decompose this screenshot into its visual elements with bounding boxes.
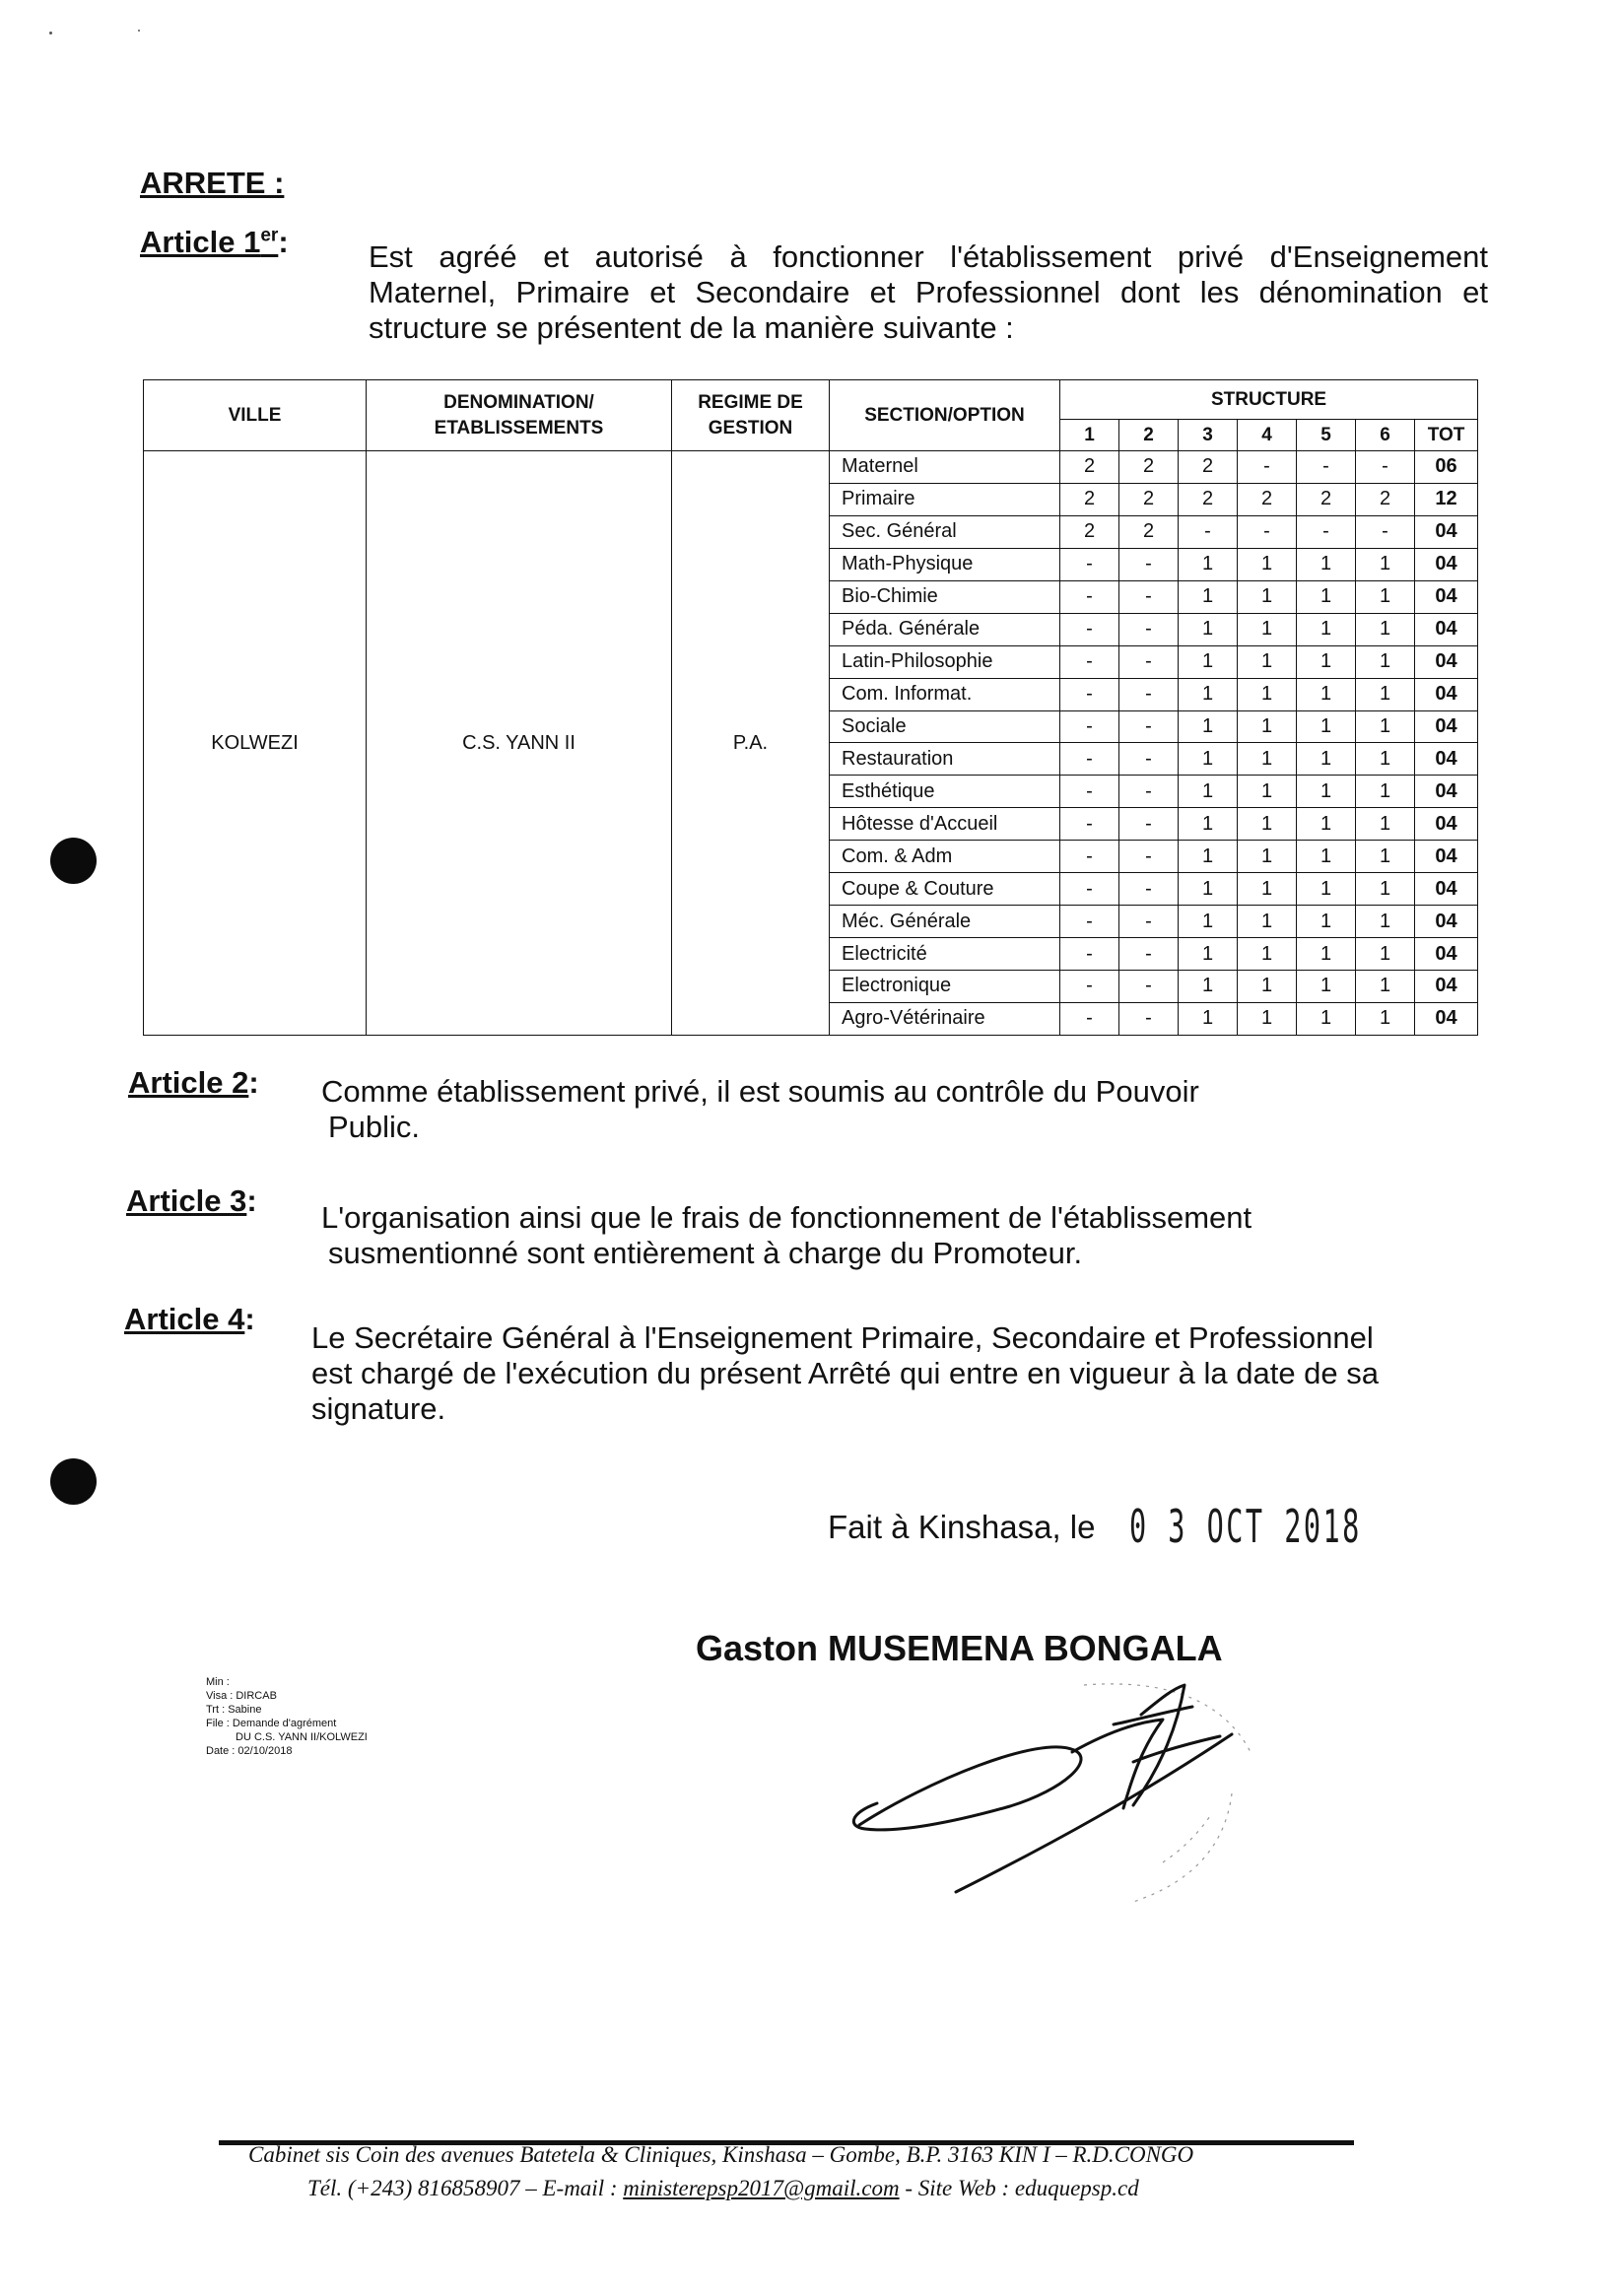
total-cell: 04 [1415,613,1478,645]
header-col: 6 [1356,420,1415,451]
structure-value-cell: 2 [1297,483,1356,515]
structure-value-cell: - [1179,515,1238,548]
structure-value-cell: 1 [1179,841,1238,873]
structure-value-cell: - [1060,645,1119,678]
structure-value-cell: - [1060,938,1119,971]
total-cell: 04 [1415,515,1478,548]
structure-value-cell: 1 [1238,743,1297,776]
structure-value-cell: 1 [1238,1002,1297,1035]
article-1-line: Est agréé et autorisé à fonctionner l'établissement privé d'Enseignement [369,239,1488,274]
header-denomination [367,380,672,451]
section-option-cell: Esthétique [830,776,1060,808]
footer-email-link[interactable]: ministerepsp2017@gmail.com [623,2176,900,2200]
structure-value-cell: 1 [1356,678,1415,710]
structure-value-cell: 2 [1060,451,1119,484]
structure-value-cell: - [1060,776,1119,808]
total-cell: 04 [1415,971,1478,1003]
structure-value-cell: 1 [1297,548,1356,580]
routing-note [206,1675,368,1758]
footer-address: Cabinet sis Coin des avenues Batetela & Cliniques, Kinshasa – Gombe, B.P. 3163 KIN I – R.D.CONGO [248,2142,1194,2167]
structure-value-cell: 1 [1238,710,1297,743]
header-section: SECTION/OPTION [830,380,1060,451]
article-1-line: Maternel, Primaire et Secondaire et Professionnel dont les dénomination et [369,275,1488,309]
article-3-colon: : [246,1183,257,1218]
structure-value-cell: - [1060,808,1119,841]
structure-value-cell: 2 [1060,515,1119,548]
structure-value-cell: 1 [1238,938,1297,971]
section-option-cell: Maternel [830,451,1060,484]
structure-value-cell: 1 [1238,776,1297,808]
section-option-cell: Sec. Général [830,515,1060,548]
structure-value-cell: 2 [1119,483,1179,515]
total-cell: 04 [1415,645,1478,678]
structure-value-cell: 1 [1179,710,1238,743]
structure-value-cell: 1 [1179,645,1238,678]
structure-value-cell: 1 [1356,873,1415,906]
section-option-cell: Electricité [830,938,1060,971]
article-3-label [126,1183,257,1219]
article-4-label [124,1302,255,1337]
structure-value-cell: - [1119,743,1179,776]
section-option-cell: Hôtesse d'Accueil [830,808,1060,841]
structure-value-cell: - [1119,971,1179,1003]
article-1-superscript: er [260,225,279,246]
structure-value-cell: - [1238,515,1297,548]
structure-value-cell: 1 [1356,645,1415,678]
scan-speck [138,30,140,32]
total-cell: 04 [1415,841,1478,873]
structure-value-cell: - [1060,548,1119,580]
section-option-cell: Sociale [830,710,1060,743]
structure-value-cell: - [1119,808,1179,841]
binder-hole-lower [50,1458,97,1505]
structure-value-cell: 2 [1179,451,1238,484]
section-option-cell: Primaire [830,483,1060,515]
article-1-line: structure se présentent de la manière suivante : [369,310,1014,345]
structure-value-cell: 1 [1297,776,1356,808]
article-4-colon: : [244,1302,255,1336]
header-col: 5 [1297,420,1356,451]
structure-value-cell: 1 [1356,776,1415,808]
article-3-label-text: Article 3 [126,1183,247,1218]
header-regime-line2: GESTION [708,417,793,439]
header-col-tot: TOT [1415,420,1478,451]
structure-value-cell: 1 [1297,710,1356,743]
article-3-line: susmentionné sont entièrement à charge du Promoteur. [328,1236,1083,1270]
routing-note-line: Date : 02/10/2018 [206,1745,293,1757]
routing-note-line: DU C.S. YANN II/KOLWEZI [236,1731,368,1743]
table-row [144,451,1478,484]
section-option-cell: Math-Physique [830,548,1060,580]
structure-value-cell: 2 [1238,483,1297,515]
routing-note-line: Trt : Sabine [206,1704,262,1716]
header-denomination-line2: ETABLISSEMENTS [434,417,604,439]
structure-value-cell: 1 [1179,873,1238,906]
header-col: 4 [1238,420,1297,451]
structure-table [143,379,1478,1036]
decision-heading: ARRETE : [140,166,285,200]
article-2-label-text: Article 2 [128,1065,249,1100]
article-4-line: Le Secrétaire Général à l'Enseignement Primaire, Secondaire et Professionnel [311,1320,1374,1355]
structure-value-cell: 1 [1297,808,1356,841]
article-1-colon: : [278,225,289,259]
structure-value-cell: 1 [1179,808,1238,841]
structure-value-cell: 2 [1119,515,1179,548]
header-ville: VILLE [144,380,367,451]
structure-value-cell: 2 [1060,483,1119,515]
structure-value-cell: 1 [1297,645,1356,678]
article-4-line: est chargé de l'exécution du présent Arrêté qui entre en vigueur à la date de sa [311,1356,1380,1390]
section-option-cell: Com. Informat. [830,678,1060,710]
header-col: 2 [1119,420,1179,451]
structure-value-cell: 1 [1356,808,1415,841]
header-regime [672,380,830,451]
structure-value-cell: 1 [1297,971,1356,1003]
regime-cell: P.A. [672,451,830,1036]
article-2-line: Comme établissement privé, il est soumis au contrôle du Pouvoir [321,1074,1199,1109]
ville-cell: KOLWEZI [144,451,367,1036]
structure-value-cell: 1 [1179,743,1238,776]
structure-value-cell: - [1119,678,1179,710]
structure-value-cell: 1 [1297,841,1356,873]
structure-value-cell: - [1119,1002,1179,1035]
header-col: 1 [1060,420,1119,451]
structure-value-cell: - [1119,906,1179,938]
date-stamp: 0 3 OCT 2018 [1129,1500,1362,1553]
structure-value-cell: - [1119,645,1179,678]
structure-value-cell: 1 [1297,873,1356,906]
structure-value-cell: 1 [1238,971,1297,1003]
routing-note-line: Min : [206,1676,230,1688]
article-2-text [321,1074,1484,1145]
article-4-line: signature. [311,1391,446,1426]
structure-value-cell: - [1060,710,1119,743]
header-structure: STRUCTURE [1060,380,1478,420]
article-4-label-text: Article 4 [124,1302,245,1336]
structure-value-cell: 1 [1179,776,1238,808]
structure-value-cell: 1 [1356,548,1415,580]
structure-value-cell: 1 [1238,906,1297,938]
signatory-name: Gaston MUSEMENA BONGALA [696,1628,1223,1668]
structure-value-cell: 1 [1179,906,1238,938]
structure-value-cell: 2 [1179,483,1238,515]
structure-value-cell: 1 [1179,613,1238,645]
structure-value-cell: 1 [1356,580,1415,613]
structure-value-cell: - [1060,841,1119,873]
section-option-cell: Coupe & Couture [830,873,1060,906]
total-cell: 04 [1415,1002,1478,1035]
header-regime-line1: REGIME DE [698,391,803,413]
structure-value-cell: 1 [1297,678,1356,710]
structure-value-cell: - [1060,613,1119,645]
structure-value-cell: 1 [1179,580,1238,613]
header-col: 3 [1179,420,1238,451]
structure-value-cell: - [1119,548,1179,580]
structure-value-cell: 1 [1297,580,1356,613]
structure-value-cell: 1 [1238,580,1297,613]
structure-value-cell: 1 [1179,678,1238,710]
structure-value-cell: - [1060,678,1119,710]
structure-value-cell: - [1060,580,1119,613]
structure-value-cell: 1 [1356,938,1415,971]
structure-value-cell: - [1060,971,1119,1003]
structure-value-cell: 1 [1297,906,1356,938]
structure-value-cell: - [1119,776,1179,808]
denomination-cell: C.S. YANN II [367,451,672,1036]
section-option-cell: Latin-Philosophie [830,645,1060,678]
section-option-cell: Restauration [830,743,1060,776]
structure-value-cell: - [1060,906,1119,938]
structure-value-cell: 1 [1356,613,1415,645]
structure-value-cell: 1 [1238,841,1297,873]
structure-value-cell: - [1119,938,1179,971]
structure-value-cell: 1 [1238,613,1297,645]
structure-value-cell: 1 [1297,938,1356,971]
structure-value-cell: 1 [1238,808,1297,841]
routing-note-line: Visa : DIRCAB [206,1690,277,1702]
footer-contact [307,2176,1139,2201]
article-2-label [128,1065,259,1101]
structure-value-cell: 1 [1238,645,1297,678]
structure-value-cell: 1 [1297,743,1356,776]
structure-value-cell: - [1119,710,1179,743]
structure-value-cell: - [1060,743,1119,776]
structure-value-cell: - [1060,1002,1119,1035]
article-2-colon: : [248,1065,259,1100]
structure-value-cell: - [1119,613,1179,645]
total-cell: 04 [1415,678,1478,710]
section-option-cell: Com. & Adm [830,841,1060,873]
scan-speck [49,32,52,34]
handwritten-signature [838,1665,1291,1922]
structure-value-cell: 1 [1297,613,1356,645]
structure-value-cell: - [1356,515,1415,548]
section-option-cell: Electronique [830,971,1060,1003]
structure-value-cell: 1 [1179,1002,1238,1035]
total-cell: 04 [1415,710,1478,743]
structure-value-cell: 1 [1179,971,1238,1003]
article-1-label [140,225,289,260]
footer-phone: Tél. (+243) 816858907 – E-mail : [307,2176,624,2200]
article-3-line: L'organisation ainsi que le frais de fonctionnement de l'établissement [321,1200,1252,1235]
structure-value-cell: 1 [1179,548,1238,580]
binder-hole-upper [50,838,97,884]
total-cell: 04 [1415,776,1478,808]
structure-value-cell: - [1119,841,1179,873]
structure-value-cell: 1 [1238,548,1297,580]
structure-value-cell: 1 [1238,873,1297,906]
structure-value-cell: 2 [1119,451,1179,484]
structure-value-cell: 1 [1297,1002,1356,1035]
structure-value-cell: 1 [1356,906,1415,938]
header-denomination-line1: DENOMINATION/ [443,391,594,413]
structure-value-cell: - [1238,451,1297,484]
structure-value-cell: - [1297,515,1356,548]
section-option-cell: Agro-Vétérinaire [830,1002,1060,1035]
total-cell: 04 [1415,938,1478,971]
structure-value-cell: 1 [1356,710,1415,743]
structure-value-cell: - [1356,451,1415,484]
structure-value-cell: - [1119,580,1179,613]
structure-value-cell: 1 [1238,678,1297,710]
total-cell: 04 [1415,743,1478,776]
section-option-cell: Péda. Générale [830,613,1060,645]
total-cell: 06 [1415,451,1478,484]
article-4-text [311,1320,1494,1427]
section-option-cell: Bio-Chimie [830,580,1060,613]
routing-note-line: File : Demande d'agrément [206,1718,337,1729]
faint-seal [1084,1684,1252,1902]
structure-value-cell: - [1119,873,1179,906]
structure-value-cell: 1 [1356,841,1415,873]
structure-value-cell: 1 [1356,743,1415,776]
total-cell: 04 [1415,548,1478,580]
total-cell: 12 [1415,483,1478,515]
article-3-text [321,1200,1484,1271]
structure-value-cell: - [1297,451,1356,484]
place-text: Fait à Kinshasa, le [828,1509,1096,1545]
total-cell: 04 [1415,906,1478,938]
structure-value-cell: 1 [1356,971,1415,1003]
structure-value-cell: 2 [1356,483,1415,515]
article-1-text [369,239,1488,346]
structure-value-cell: 1 [1356,1002,1415,1035]
total-cell: 04 [1415,808,1478,841]
structure-value-cell: - [1060,873,1119,906]
total-cell: 04 [1415,580,1478,613]
section-option-cell: Méc. Générale [830,906,1060,938]
article-2-line: Public. [328,1110,421,1144]
total-cell: 04 [1415,873,1478,906]
footer-website: - Site Web : eduquepsp.cd [899,2176,1139,2200]
article-1-label-text: Article 1 [140,225,261,259]
structure-value-cell: 1 [1179,938,1238,971]
